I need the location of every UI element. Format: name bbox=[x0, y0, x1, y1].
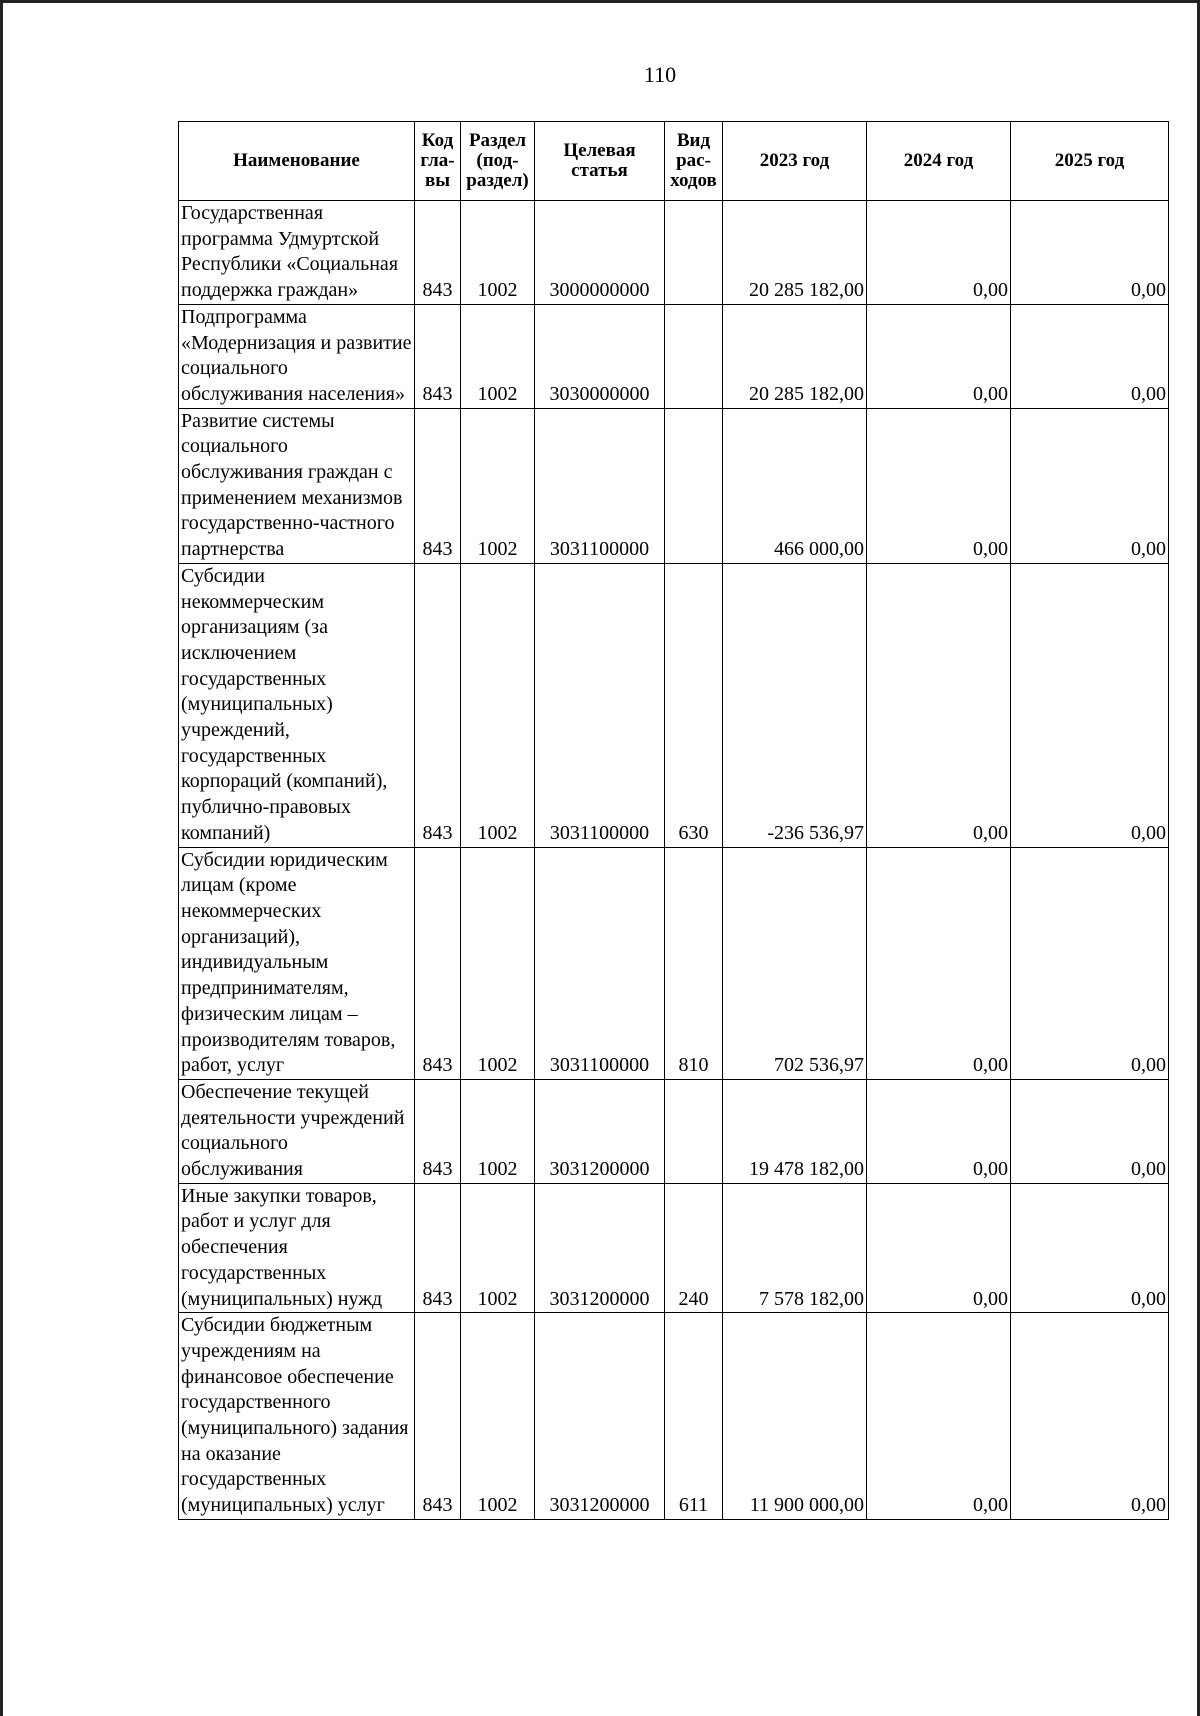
row-amount-2025: 0,00 bbox=[1011, 563, 1169, 847]
row-section: 1002 bbox=[461, 1313, 535, 1520]
row-amount-2025: 0,00 bbox=[1011, 847, 1169, 1079]
row-chapter-code: 843 bbox=[415, 847, 461, 1079]
row-target-article: 3031100000 bbox=[535, 563, 665, 847]
row-expense-type bbox=[665, 304, 723, 408]
row-target-article: 3031200000 bbox=[535, 1313, 665, 1520]
row-expense-type bbox=[665, 408, 723, 563]
header-2023: 2023 год bbox=[723, 122, 867, 201]
row-amount-2024: 0,00 bbox=[867, 1313, 1011, 1520]
table-row bbox=[179, 847, 1169, 1079]
row-section: 1002 bbox=[461, 1183, 535, 1313]
row-section: 1002 bbox=[461, 201, 535, 305]
budget-table bbox=[178, 121, 1169, 1520]
row-name: Субсидии бюджетным учреждениям на финансовое обеспечение государственного (муниципального) задания на оказание государственных (муниципальных) услуг bbox=[179, 1313, 415, 1520]
page-number: 110 bbox=[643, 62, 677, 87]
row-name: Подпрограмма «Модернизация и развитие социального обслуживания населения» bbox=[179, 304, 415, 408]
row-chapter-code: 843 bbox=[415, 1183, 461, 1313]
header-name: Наименование bbox=[179, 122, 415, 201]
row-name: Субсидии юридическим лицам (кроме некоммерческих организаций), индивидуальным предпринимателям, физическим лицам – производителям товаров, работ, услуг bbox=[179, 847, 415, 1079]
table-row bbox=[179, 1313, 1169, 1520]
row-expense-type bbox=[665, 1079, 723, 1183]
header-expense-type: Вид рас-ходов bbox=[665, 122, 723, 201]
row-amount-2023: 702 536,97 bbox=[723, 847, 867, 1079]
row-name: Развитие системы социального обслуживания граждан с применением механизмов государственно-частного партнерства bbox=[179, 408, 415, 563]
row-amount-2024: 0,00 bbox=[867, 304, 1011, 408]
row-amount-2023: 11 900 000,00 bbox=[723, 1313, 867, 1520]
row-chapter-code: 843 bbox=[415, 304, 461, 408]
row-amount-2024: 0,00 bbox=[867, 1183, 1011, 1313]
header-2025: 2025 год bbox=[1011, 122, 1169, 201]
row-chapter-code: 843 bbox=[415, 563, 461, 847]
table-row bbox=[179, 563, 1169, 847]
header-2024: 2024 год bbox=[867, 122, 1011, 201]
row-name: Государственная программа Удмуртской Республики «Социальная поддержка граждан» bbox=[179, 201, 415, 305]
table-row bbox=[179, 408, 1169, 563]
row-amount-2024: 0,00 bbox=[867, 201, 1011, 305]
row-chapter-code: 843 bbox=[415, 1079, 461, 1183]
row-section: 1002 bbox=[461, 1079, 535, 1183]
scan-border-top bbox=[0, 0, 1200, 3]
row-chapter-code: 843 bbox=[415, 201, 461, 305]
row-name: Субсидии некоммерческим организациям (за исключением государственных (муниципальных) учреждений, государственных корпораций (компаний), публично-правовых компаний) bbox=[179, 563, 415, 847]
row-amount-2025: 0,00 bbox=[1011, 1183, 1169, 1313]
header-section: Раздел (под-раздел) bbox=[461, 122, 535, 201]
table-row bbox=[179, 1079, 1169, 1183]
row-chapter-code: 843 bbox=[415, 1313, 461, 1520]
row-amount-2023: -236 536,97 bbox=[723, 563, 867, 847]
table-row bbox=[179, 304, 1169, 408]
row-amount-2025: 0,00 bbox=[1011, 201, 1169, 305]
row-amount-2024: 0,00 bbox=[867, 1079, 1011, 1183]
row-chapter-code: 843 bbox=[415, 408, 461, 563]
header-target-article: Целевая статья bbox=[535, 122, 665, 201]
row-target-article: 3030000000 bbox=[535, 304, 665, 408]
row-amount-2025: 0,00 bbox=[1011, 304, 1169, 408]
row-section: 1002 bbox=[461, 563, 535, 847]
row-section: 1002 bbox=[461, 847, 535, 1079]
row-target-article: 3031200000 bbox=[535, 1183, 665, 1313]
header-row bbox=[179, 122, 1169, 201]
row-expense-type: 240 bbox=[665, 1183, 723, 1313]
row-amount-2025: 0,00 bbox=[1011, 408, 1169, 563]
row-amount-2024: 0,00 bbox=[867, 408, 1011, 563]
row-expense-type: 630 bbox=[665, 563, 723, 847]
row-section: 1002 bbox=[461, 304, 535, 408]
row-expense-type: 611 bbox=[665, 1313, 723, 1520]
row-target-article: 3031200000 bbox=[535, 1079, 665, 1183]
row-amount-2023: 20 285 182,00 bbox=[723, 304, 867, 408]
table-row bbox=[179, 201, 1169, 305]
row-target-article: 3031100000 bbox=[535, 847, 665, 1079]
row-amount-2024: 0,00 bbox=[867, 563, 1011, 847]
row-target-article: 3000000000 bbox=[535, 201, 665, 305]
row-amount-2025: 0,00 bbox=[1011, 1079, 1169, 1183]
row-amount-2025: 0,00 bbox=[1011, 1313, 1169, 1520]
row-expense-type: 810 bbox=[665, 847, 723, 1079]
table-row bbox=[179, 1183, 1169, 1313]
row-name: Обеспечение текущей деятельности учреждений социального обслуживания bbox=[179, 1079, 415, 1183]
row-target-article: 3031100000 bbox=[535, 408, 665, 563]
row-amount-2023: 466 000,00 bbox=[723, 408, 867, 563]
row-amount-2023: 20 285 182,00 bbox=[723, 201, 867, 305]
scan-border-left bbox=[0, 0, 3, 1716]
row-name: Иные закупки товаров, работ и услуг для обеспечения государственных (муниципальных) нужд bbox=[179, 1183, 415, 1313]
row-section: 1002 bbox=[461, 408, 535, 563]
row-expense-type bbox=[665, 201, 723, 305]
row-amount-2023: 19 478 182,00 bbox=[723, 1079, 867, 1183]
header-chapter-code: Код гла-вы bbox=[415, 122, 461, 201]
row-amount-2024: 0,00 bbox=[867, 847, 1011, 1079]
row-amount-2023: 7 578 182,00 bbox=[723, 1183, 867, 1313]
